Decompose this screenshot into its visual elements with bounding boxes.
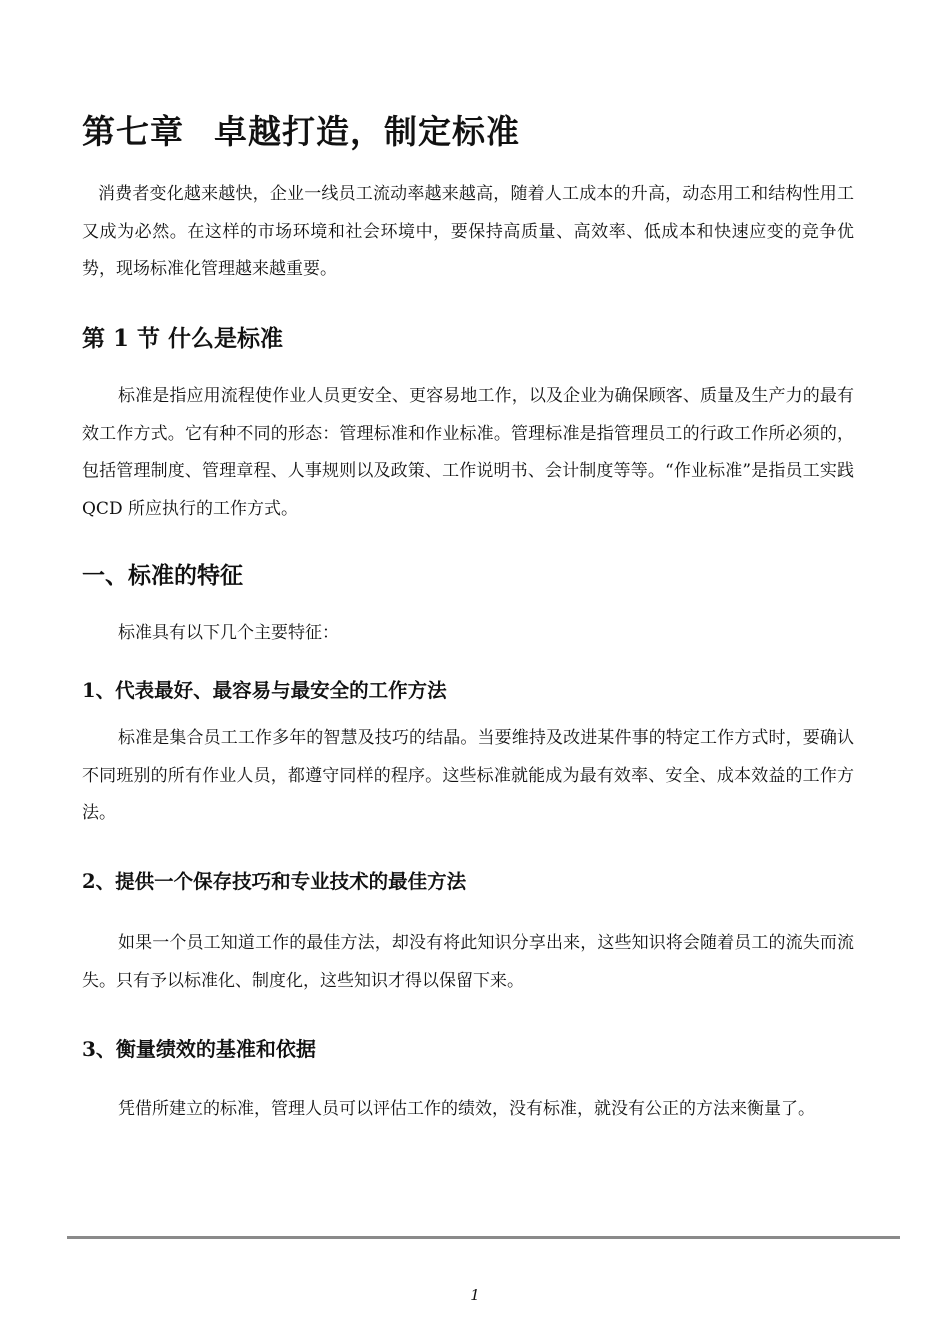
feature-2-paragraph: 如果一个员工知道工作的最佳方法，却没有将此知识分享出来，这些知识将会随着员工的流失而流失。只有予以标准化、制度化，这些知识才得以保留下来。 bbox=[82, 933, 854, 991]
page-number: 1 bbox=[470, 1286, 480, 1304]
feature-1-title: 1、代表最好、最容易与最安全的工作方法 bbox=[82, 679, 447, 702]
footer-divider bbox=[67, 1236, 900, 1239]
intro-paragraph: 消费者变化越来越快，企业一线员工流动率越来越高，随着人工成本的升高，动态用工和结构性用工又成为必然。在这样的市场环境和社会环境中，要保持高质量、高效率、低成本和快速应变的竞争优势，现场标准化管理越来越重要。 bbox=[82, 184, 854, 279]
feature-3-title-text: 、衡量绩效的基准和依据 bbox=[95, 1037, 316, 1061]
features-title: 一、标准的特征 bbox=[82, 562, 243, 589]
chapter-number: 第七章 bbox=[82, 112, 184, 151]
section-1-paragraph: 标准是指应用流程使作业人员更安全、更容易地工作，以及企业为确保顾客、质量及生产力的最有效工作方式。它有种不同的形态：管理标准和作业标准。管理标准是指管理员工的行政工作所必须的，包括管理制度、管理章程、人事规则以及政策、工作说明书、会计制度等等。“作业标准”是指员工实践 QCD 所应执行的工作方式。 bbox=[82, 386, 854, 519]
features-intro: 标准具有以下几个主要特征： bbox=[118, 623, 339, 643]
section-1-title: 第 1 节 什么是标准 bbox=[82, 325, 284, 352]
chapter-title-text: 卓越打造，制定标准 bbox=[214, 112, 520, 151]
feature-3-title bbox=[82, 1035, 854, 1063]
feature-2-title: 2、提供一个保存技巧和专业技术的最佳方法 bbox=[82, 870, 467, 893]
feature-3-paragraph: 凭借所建立的标准，管理人员可以评估工作的绩效，没有标准，就没有公正的方法来衡量了。 bbox=[118, 1099, 815, 1119]
feature-1-paragraph: 标准是集合员工工作多年的智慧及技巧的结晶。当要维持及改进某件事的特定工作方式时，要确认不同班别的所有作业人员，都遵守同样的程序。这些标准就能成为最有效率、安全、成本效益的工作方法。 bbox=[82, 728, 854, 823]
chapter-title bbox=[82, 112, 854, 152]
feature-3-number: 3 bbox=[82, 1037, 96, 1061]
